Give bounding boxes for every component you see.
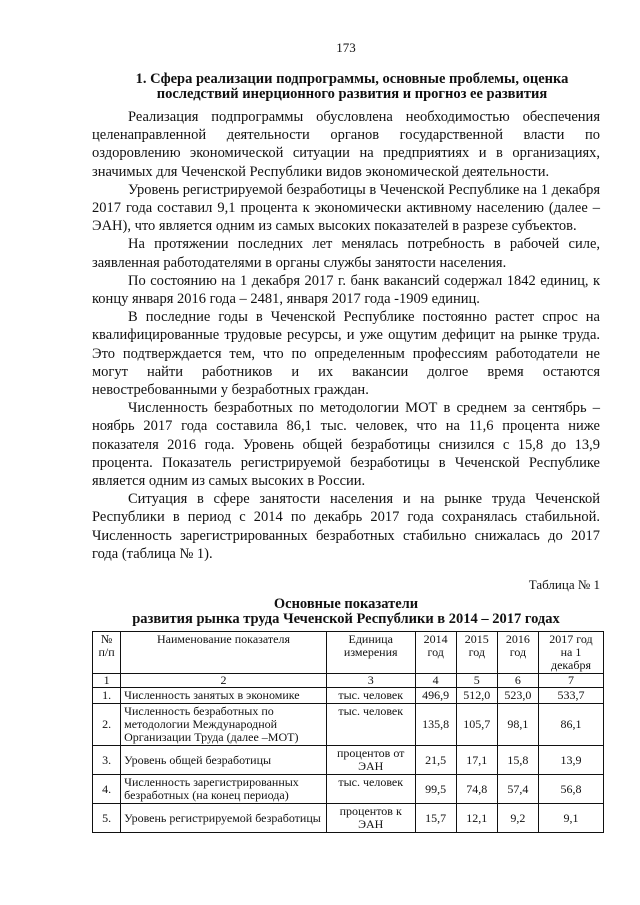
row-value-2014: 496,9 (415, 688, 456, 704)
col-header-2017: 2017 год на 1 декабря (538, 632, 603, 674)
table-header-row (93, 632, 604, 674)
index-cell: 2 (121, 674, 327, 688)
index-cell: 1 (93, 674, 121, 688)
row-value-2017: 9,1 (538, 804, 603, 833)
table-title-line-2: развития рынка труда Чеченской Республики в 2014 – 2017 годах (132, 611, 560, 628)
table-row (93, 704, 604, 746)
row-unit: процентов к ЭАН (326, 804, 415, 833)
row-value-2016: 98,1 (497, 704, 538, 746)
row-value-2016: 57,4 (497, 775, 538, 804)
section-heading-line-2: последствий инерционного развития и прогноз ее развития (156, 86, 548, 102)
row-value-2017: 86,1 (538, 704, 603, 746)
index-cell: 4 (415, 674, 456, 688)
table-row (93, 775, 604, 804)
row-name: Уровень регистрируемой безработицы (121, 804, 327, 833)
index-cell: 5 (456, 674, 497, 688)
section-heading-line-1: 1. Сфера реализации подпрограммы, основные проблемы, оценка (135, 71, 569, 87)
row-num: 5. (93, 804, 121, 833)
row-unit: тыс. человек (326, 704, 415, 746)
row-value-2015: 512,0 (456, 688, 497, 704)
index-cell: 7 (538, 674, 603, 688)
row-name: Численность занятых в экономике (121, 688, 327, 704)
row-value-2017: 56,8 (538, 775, 603, 804)
row-value-2016: 15,8 (497, 746, 538, 775)
table-row (93, 688, 604, 704)
row-name: Численность зарегистрированных безработных (на конец периода) (121, 775, 327, 804)
paragraph-6: Численность безработных по методологии МОТ в среднем за сентябрь – ноябрь 2017 года составила 86,1 тыс. человек, что на 11,6 процента ниже показателя 2016 года. Уровень общей безработицы снизился с 15,8 до 13,9 процента. Показатель регистрируемой безработицы в Чеченской Республике является одним из самых высоких в России. (92, 400, 600, 490)
col-header-2014: 2014 год (415, 632, 456, 674)
table-index-row (93, 674, 604, 688)
row-value-2015: 74,8 (456, 775, 497, 804)
page-number: 173 (336, 40, 356, 55)
indicators-table (92, 631, 604, 833)
table-title (92, 597, 600, 627)
table-title-line-1: Основные показатели (273, 596, 419, 613)
row-name: Численность безработных по методологии Международной Организации Труда (далее –МОТ) (121, 704, 327, 746)
row-unit: тыс. человек (326, 688, 415, 704)
section-heading (92, 72, 600, 102)
col-header-num: № п/п (93, 632, 121, 674)
col-header-unit: Единица измерения (326, 632, 415, 674)
paragraph-3: На протяжении последних лет менялась потребность в рабочей силе, заявленная работодателями в органы службы занятости населения. (92, 236, 600, 271)
col-header-name: Наименование показателя (121, 632, 327, 674)
row-num: 3. (93, 746, 121, 775)
row-value-2014: 21,5 (415, 746, 456, 775)
paragraph-4: По состоянию на 1 декабря 2017 г. банк вакансий содержал 1842 единиц, к концу января 2016 года – 2481, января 2017 года -1909 единиц. (92, 272, 600, 308)
paragraph-2: Уровень регистрируемой безработицы в Чеченской Республике на 1 декабря 2017 года составил 9,1 процента к экономически активному населению (далее – ЭАН), что является одним из самых высоких показателей в разрезе субъектов. (92, 181, 600, 235)
table-row (93, 804, 604, 833)
row-value-2016: 523,0 (497, 688, 538, 704)
row-value-2016: 9,2 (497, 804, 538, 833)
table-caption: Таблица № 1 (528, 577, 600, 593)
table-row (93, 746, 604, 775)
paragraph-5: В последние годы в Чеченской Республике постоянно растет спрос на квалифицированные трудовые ресурсы, и уже ощутим дефицит на рынке труда. Это подтверждается тем, что по определенным профессиям работодатели не могут найти работников и их вакансии долгое время остаются невостребованными у безработных граждан. (92, 309, 600, 399)
row-num: 2. (93, 704, 121, 746)
row-num: 4. (93, 775, 121, 804)
row-value-2015: 105,7 (456, 704, 497, 746)
col-header-2015: 2015 год (456, 632, 497, 674)
index-cell: 6 (497, 674, 538, 688)
row-value-2017: 533,7 (538, 688, 603, 704)
row-value-2014: 135,8 (415, 704, 456, 746)
row-value-2015: 17,1 (456, 746, 497, 775)
col-header-2016: 2016 год (497, 632, 538, 674)
row-unit: тыс. человек (326, 775, 415, 804)
row-value-2015: 12,1 (456, 804, 497, 833)
row-num: 1. (93, 688, 121, 704)
row-unit: процентов от ЭАН (326, 746, 415, 775)
row-value-2017: 13,9 (538, 746, 603, 775)
paragraph-1: Реализация подпрограммы обусловлена необходимостью обеспечения целенаправленной деятельности органов государственной власти по оздоровлению экономической ситуации на предприятиях и в организациях, значимых для Чеченской Республики видов экономической деятельности. (92, 109, 600, 180)
index-cell: 3 (326, 674, 415, 688)
row-value-2014: 15,7 (415, 804, 456, 833)
body-text (92, 108, 600, 563)
row-name: Уровень общей безработицы (121, 746, 327, 775)
row-value-2014: 99,5 (415, 775, 456, 804)
paragraph-7: Ситуация в сфере занятости населения и на рынке труда Чеченской Республики в период с 2014 по декабрь 2017 года сохранялась стабильной. Численность зарегистрированных безработных стабильно снижалась до 2017 года (таблица № 1). (92, 491, 600, 562)
